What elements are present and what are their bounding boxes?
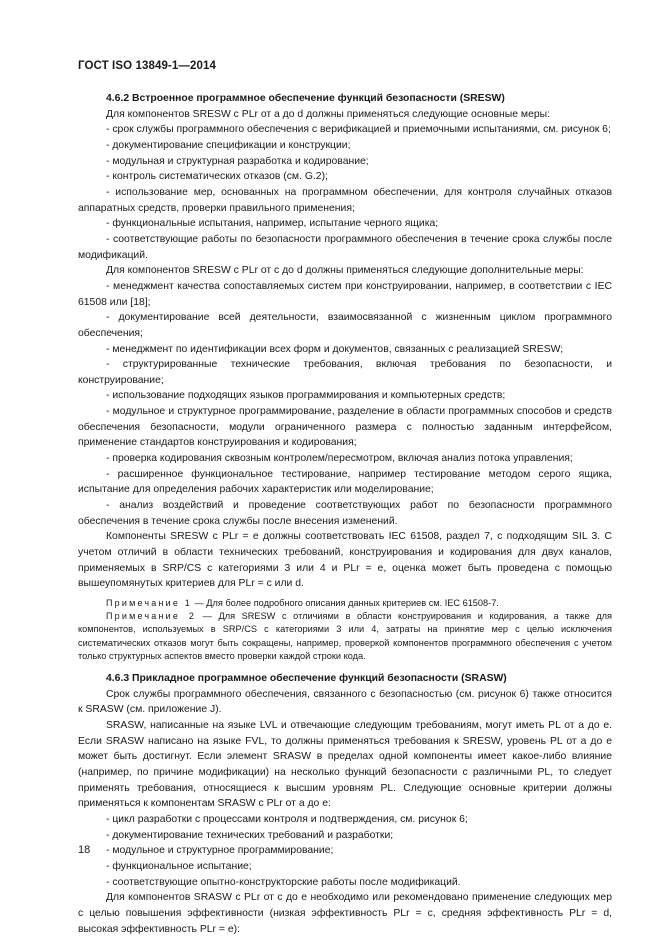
list-item: - модульное и структурное программирование, разделение в области программных способов и средств обеспечения безопасности, модули ограниченного размера с полностью заданным интерфейсом, применение стандартов конструирования и кодирования; (78, 406, 612, 449)
paragraph: Компоненты SRESW с PLr = e должны соответствовать IEC 61508, раздел 7, с подходящим SIL 3. С учетом отличий в области технических требований, конструирования и кодирования для двух каналов, применяемых в SRP/CS с категориями 3 или 4 и PLr = e, оценка может быть проведена с помощью вышеупомянутых критериев для PLr = c или d. (78, 531, 612, 590)
section-heading: 4.6.2 Встроенное программное обеспечение функций безопасности (SRESW) (106, 93, 505, 104)
list-item: - контроль систематических отказов (см. G.2); (106, 171, 328, 183)
list-item: - использование подходящих языков программирования и компьютерных средств; (106, 390, 506, 402)
paragraph: Срок службы программного обеспечения, связанного с безопасностью (см. рисунок 6) также относится к SRASW (см. приложение J). (78, 688, 612, 716)
list-item: - документирование всей деятельности, взаимосвязанной с жизненным циклом программного обеспечения; (78, 312, 612, 339)
list-item: - расширенное функциональное тестирование, например тестирование методом серого ящика, испытание для определения рабочих характеристик или моделирование; (78, 468, 612, 496)
list-item: - модульное и структурное программирование; (106, 845, 334, 857)
page-number: 18 (78, 844, 91, 856)
note-label: Примечание 2 (106, 611, 197, 622)
note (78, 610, 612, 663)
note (78, 597, 612, 610)
list-item: - документирование спецификации и конструкции; (106, 139, 351, 151)
list-item: - менеджмент по идентификации всех форм и документов, связанных с реализацией SRESW; (106, 343, 564, 355)
paragraph: Для компонентов SRESW с PLr от c до d должны применяться следующие дополнительные меры: (106, 265, 584, 277)
list-item: - функциональное испытание; (106, 860, 252, 872)
paragraph: SRASW, написанные на языке LVL и отвечающие следующим требованиям, могут иметь PL от a до e. Если SRASW написано на языке FVL, то должны применяться требования к SRESW, уровень PL от a до e может быть достигнут. Если элемент SRASW в пределах одной компоненты имеет какое-либо влияние (например, по причине модификации) на несколько функций безопасности с различными PL, то следует применять требования, относящиеся к высшим уровням PL. Следующие основные критерии должны применяться к компонентам SRASW с PLr от a до e: (78, 719, 612, 810)
note-label: Примечание 1 (106, 598, 192, 608)
list-item: - цикл разработки с процессами контроля и подтверждения, см. рисунок 6; (106, 813, 468, 825)
document-header: ГОСТ ISO 13849-1—2014 (78, 60, 216, 72)
list-item: - использование мер, основанных на программном обеспечении, для контроля случайных отказов аппаратных средств, проверки правильного применения; (78, 186, 612, 214)
paragraph: Для компонентов SRASW с PLr от c до e необходимо или рекомендовано применение следующих мер с целью повышения эффективности (низкая эффективность PLr = c, средняя эффективность PLr = d, высокая эффективность PLr = e): (78, 892, 612, 935)
list-item: - проверка кодирования сквозным контролем/пересмотром, включая анализ потока управления; (106, 453, 573, 465)
list-item: - менеджмент качества сопоставляемых систем при конструировании, например, в соответствии с IEC 61508 или [18]; (78, 280, 612, 308)
list-item: - срок службы программного обеспечения с верификацией и приемочными испытаниями, см. рисунок 6; (106, 124, 611, 136)
list-item: - документирование технических требований и разработки; (106, 829, 394, 841)
list-item: - модульная и структурная разработка и кодирование; (106, 155, 369, 167)
section-heading: 4.6.3 Прикладное программное обеспечение функций безопасности (SRASW) (106, 673, 507, 685)
note-text: — Для SRESW с отличиями в области конструирования и кодирования, а также для компонентов, используемых в SRP/CS с категориями 3 или 4, затраты на принятие мер с целью исключения систематических отказов могут быть сокращены, например, проверкой компонентов программного обеспечения с учетом только структурных аспектов вместо проверки каждой строки кода. (78, 611, 612, 661)
list-item: - соответствующие работы по безопасности программного обеспечения в течение срока службы после модификаций. (78, 233, 612, 261)
list-item: - соответствующие опытно-конструкторские работы после модификаций. (106, 876, 461, 888)
note-text: — Для более подробного описания данных критериев см. IEC 61508-7. (192, 598, 499, 608)
paragraph: Для компонентов SRESW с PLr от a до d должны применяться следующие основные меры: (106, 108, 550, 120)
document-body (78, 91, 612, 937)
list-item: - структурированные технические требования, включая требования по безопасности, и конструирование; (78, 359, 612, 386)
list-item: - анализ воздействий и проведение соответствующих работ по безопасности программного обеспечения в течение срока службы после внесения изменений. (78, 500, 612, 527)
list-item: - функциональные испытания, например, испытание черного ящика; (106, 218, 439, 230)
